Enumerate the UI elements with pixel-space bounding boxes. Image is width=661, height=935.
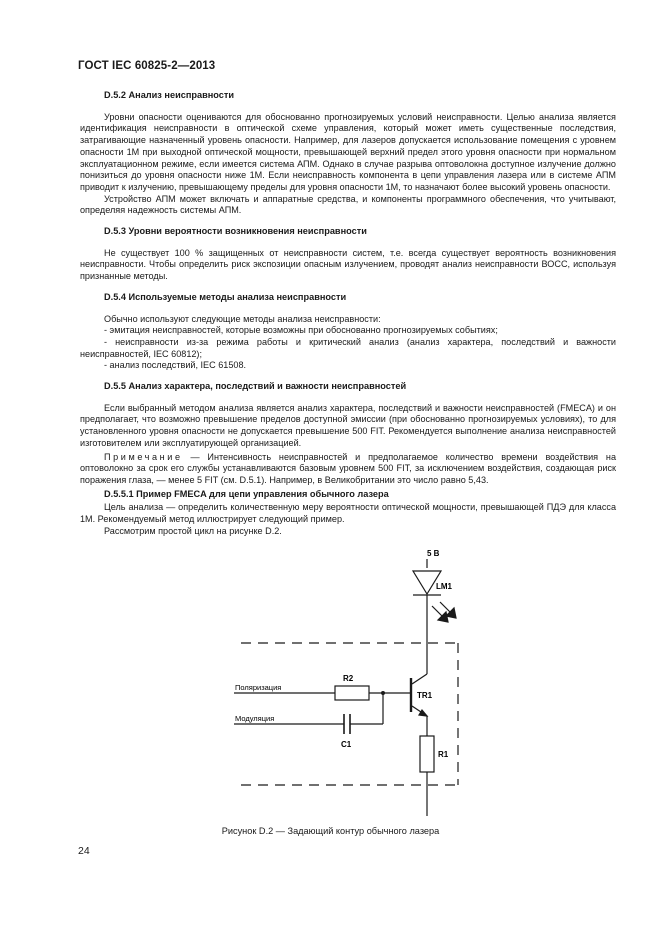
paragraph: Обычно используют следующие методы анализа неисправности: (104, 313, 381, 324)
transistor-label: TR1 (417, 691, 433, 700)
paragraph: Рассмотрим простой цикл на рисунке D.2. (104, 525, 282, 536)
paragraph: Уровни опасности оцениваются для обоснованно прогнозируемых условий неисправности. Целью анализа является идентификация неисправности в оптической схеме управления, который может иметь существенные последствия, затрагивающие назначенный уровень опасности. Например, для лазеров допускается использование помещения с уровнем опасности 1М при выходной оптической мощности, превышающей верхний предел этого уровня опасности при нормальном эксплуатационном режиме, если имеется система АПМ. Однако в случае разрыва оптоволокна доступное излучение должно понизиться до уровня опасности ниже 1М. Если неисправность компонента в цепи управления лазера или в системе АПМ приводит к излучению, превышающему пределы для уровня опасности 1М, то назначают более высокий уровень опасности. (80, 111, 616, 192)
paragraph: Если выбранный методом анализа является анализ характера, последствий и важности неисправностей (FMECA) и он предполагает, что возможно превышение пределов доступной эмиссии (при обоснованно прогнозируемых условиях), то для установленного уровня опасности не допускается превышение 500 FIT. Рекомендуется выполнение анализа неисправностей изготовителем или эксплуатирующей организацией. (80, 402, 616, 448)
bias-label: Поляризация (235, 683, 282, 692)
page-number: 24 (78, 845, 90, 857)
section-title-d54: D.5.4 Используемые методы анализа неисправности (104, 291, 347, 302)
note-text: — Интенсивность неисправностей и предполагаемое количество времени воздействия на оптоволокно за срок его службы устанавливаются базовым уровнем 500 FIT, за исключением воздействия, создающая риск поражения глаза, — менее 5 FIT (см. D.5.1). Например, в Великобритании это число равно 5,43. (80, 451, 616, 485)
laser-driver-circuit (226, 546, 486, 816)
section-title-d52: D.5.2 Анализ неисправности (104, 90, 235, 100)
section-title-d53: D.5.3 Уровни вероятности возникновения неисправности (104, 226, 367, 237)
note-label: Примечание (104, 451, 183, 462)
supply-label: 5 В (427, 549, 440, 558)
document-header: ГОСТ IEC 60825-2—2013 (78, 60, 216, 72)
diode-label: LM1 (436, 582, 452, 591)
list-item: - неисправности из-за режима работы и критический анализ (анализ характера, последствий и важности неисправностей, IEC 60812); (80, 336, 616, 359)
list-item: - эмитация неисправностей, которые возможны при обоснованно прогнозируемых событиях; (104, 325, 498, 336)
modulation-label: Модуляция (235, 714, 275, 723)
note (80, 452, 616, 487)
r1-resistor-symbol (420, 736, 434, 772)
paragraph: Цель анализа — определить количественную меру вероятности оптической мощности, превышающей ПДЭ для класса 1М. Рекомендуемый метод иллюстрирует следующий пример. (80, 502, 616, 525)
figure-caption: Рисунок D.2 — Задающий контур обычного лазера (221, 826, 440, 836)
section-title-d551: D.5.5.1 Пример FMECA для цепи управления обычного лазера (104, 488, 389, 499)
r2-resistor-symbol (335, 686, 369, 700)
section-title-d55: D.5.5 Анализ характера, последствий и важности неисправностей (104, 381, 407, 392)
list-item: - анализ последствий, IEC 61508. (104, 360, 247, 371)
c1-label: C1 (341, 740, 352, 749)
paragraph: Устройство АПМ может включать и аппаратные средства, и компоненты программного обеспечения, что учитывают, определяя надежность системы АПМ. (80, 193, 616, 216)
r1-label: R1 (438, 750, 449, 759)
paragraph: Не существует 100 % защищенных от неисправности систем, т.е. всегда существует вероятность возникновения неисправности. Чтобы определить риск экспозиции опасным излучением, проводят анализ неисправности ВОСС, используя признанные методы. (80, 247, 616, 282)
document-body (80, 90, 616, 538)
r2-label: R2 (343, 674, 354, 683)
